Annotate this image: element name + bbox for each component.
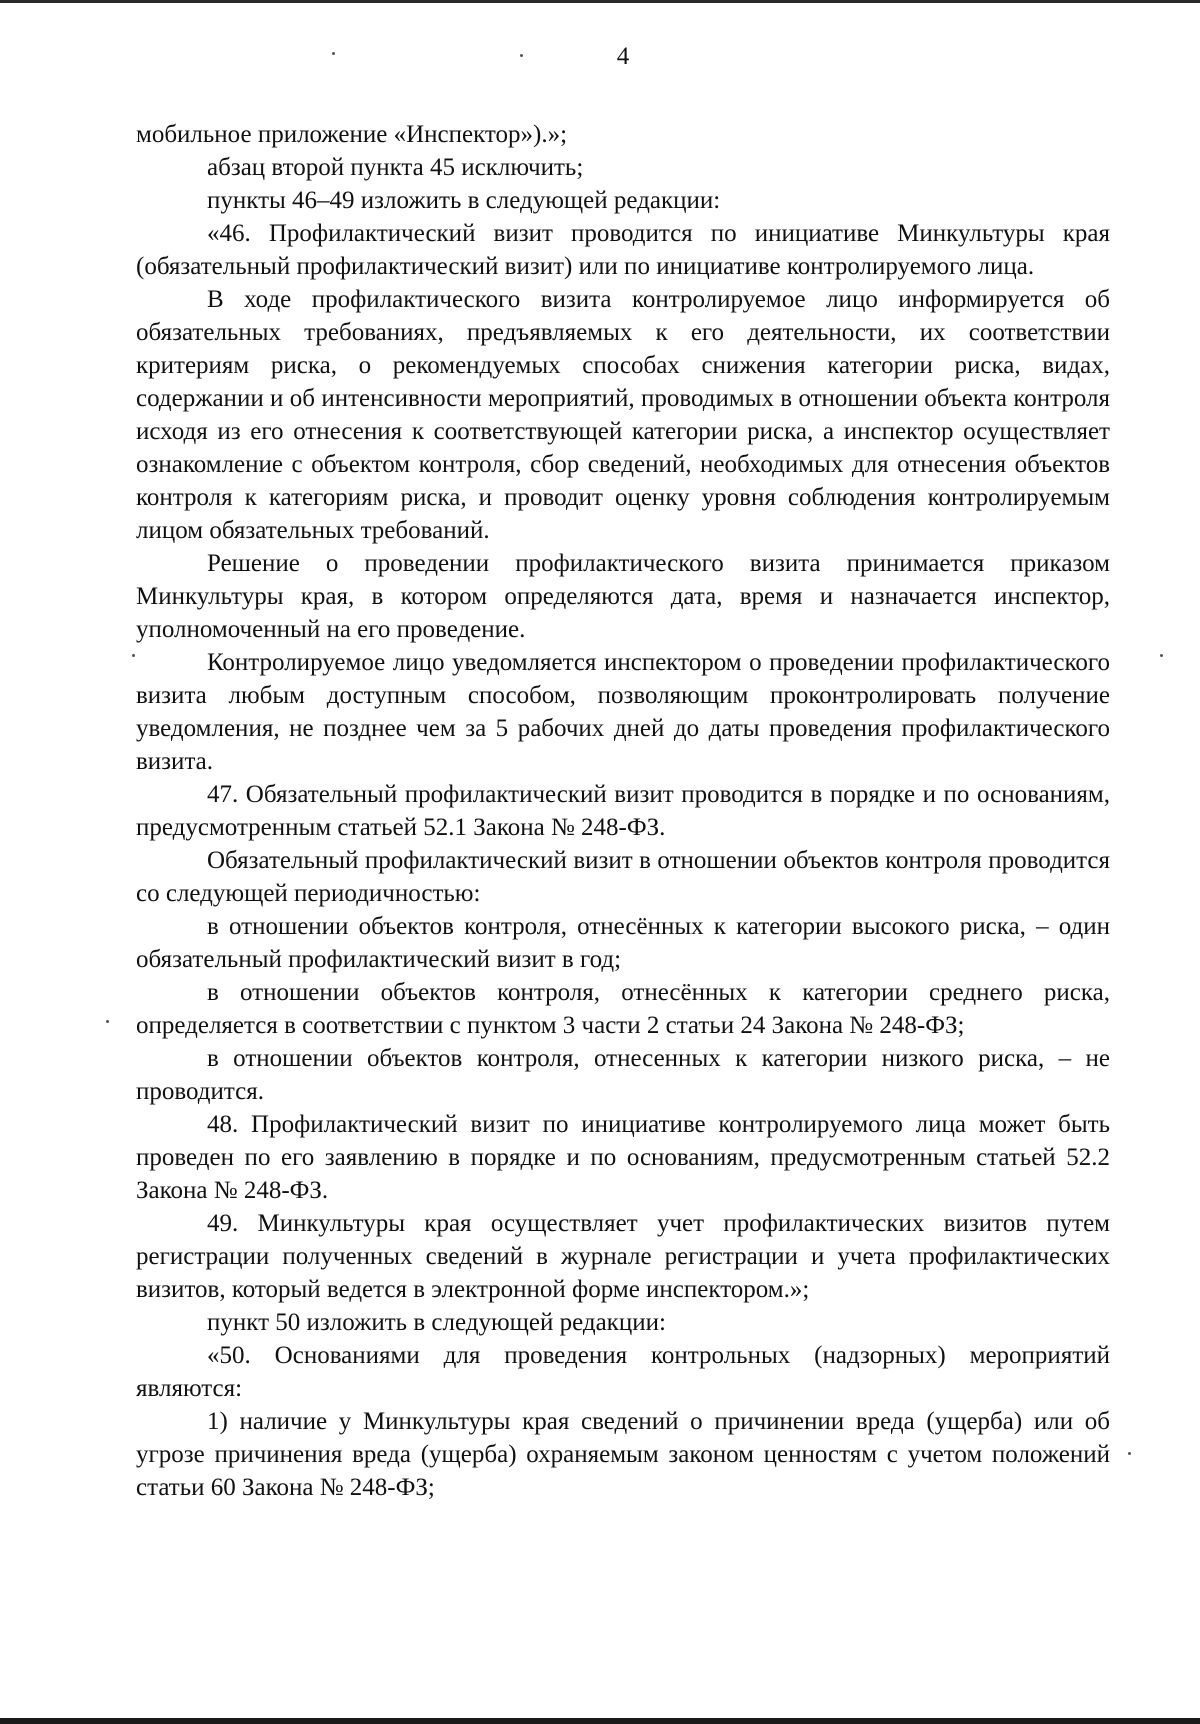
paragraph: 49. Минкультуры края осуществляет учет профилактических визитов путем регистрации полученных сведений в журнале регистрации и учета профилактических визитов, который ведется в электронной форме инспектором.»; — [136, 1210, 1110, 1303]
paragraph: Контролируемое лицо уведомляется инспектором о проведении профилактического визита любым доступным способом, позволяющим проконтролировать получение уведомления, не позднее чем за 5 рабочих дней до даты проведения профилактического визита. — [136, 649, 1110, 775]
paragraph: 47. Обязательный профилактический визит проводится в порядке и по основаниям, предусмотренным статьей 52.1 Закона № 248-ФЗ. — [136, 781, 1110, 841]
scan-speck — [106, 1020, 109, 1023]
paragraph: «46. Профилактический визит проводится по инициативе Минкультуры края (обязательный профилактический визит) или по инициативе контролируемого лица. — [136, 220, 1110, 280]
paragraph: Решение о проведении профилактического визита принимается приказом Минкультуры края, в котором определяются дата, время и назначается инспектор, уполномоченный на его проведение. — [136, 550, 1110, 643]
paragraph: в отношении объектов контроля, отнесённых к категории среднего риска, определяется в соответствии с пунктом 3 части 2 статьи 24 Закона № 248-ФЗ; — [136, 979, 1110, 1039]
paragraph: абзац второй пункта 45 исключить; — [207, 154, 584, 181]
paragraph: мобильное приложение «Инспектор»).»; — [136, 121, 568, 148]
paragraph: пункт 50 изложить в следующей редакции: — [207, 1309, 666, 1336]
scan-speck — [132, 654, 135, 657]
paragraph: 1) наличие у Минкультуры края сведений о причинении вреда (ущерба) или об угрозе причинения вреда (ущерба) охраняемым законом ценностям с учетом положений статьи 60 Закона № 248-ФЗ; — [136, 1408, 1110, 1501]
scan-bottom-edge — [0, 1718, 1200, 1724]
document-body — [136, 118, 1110, 1504]
paragraph: в отношении объектов контроля, отнесенных к категории низкого риска, – не проводится. — [136, 1045, 1110, 1105]
paragraph: 48. Профилактический визит по инициативе контролируемого лица может быть проведен по его заявлению в порядке и по основаниям, предусмотренным статьей 52.2 Закона № 248-ФЗ. — [136, 1111, 1110, 1204]
paragraph: В ходе профилактического визита контролируемое лицо информируется об обязательных требованиях, предъявляемых к его деятельности, их соответствии критериям риска, о рекомендуемых способах снижения категории риска, видах, содержании и об интенсивности мероприятий, проводимых в отношении объекта контроля исходя из его отнесения к соответствующей категории риска, а инспектор осуществляет ознакомление с объектом контроля, сбор сведений, необходимых для отнесения объектов контроля к категориям риска, и проводит оценку уровня соблюдения контролируемым лицом обязательных требований. — [136, 286, 1110, 544]
paragraph: Обязательный профилактический визит в отношении объектов контроля проводится со следующей периодичностью: — [136, 847, 1110, 907]
paragraph: «50. Основаниями для проведения контрольных (надзорных) мероприятий являются: — [136, 1342, 1110, 1402]
paragraph: пункты 46–49 изложить в следующей редакции: — [207, 187, 721, 214]
paragraph: в отношении объектов контроля, отнесённых к категории высокого риска, – один обязательный профилактический визит в год; — [136, 913, 1110, 973]
scan-speck — [1128, 1452, 1131, 1455]
scan-speck — [1160, 654, 1163, 657]
scan-top-edge — [0, 0, 1200, 3]
page-number: 4 — [616, 43, 630, 70]
